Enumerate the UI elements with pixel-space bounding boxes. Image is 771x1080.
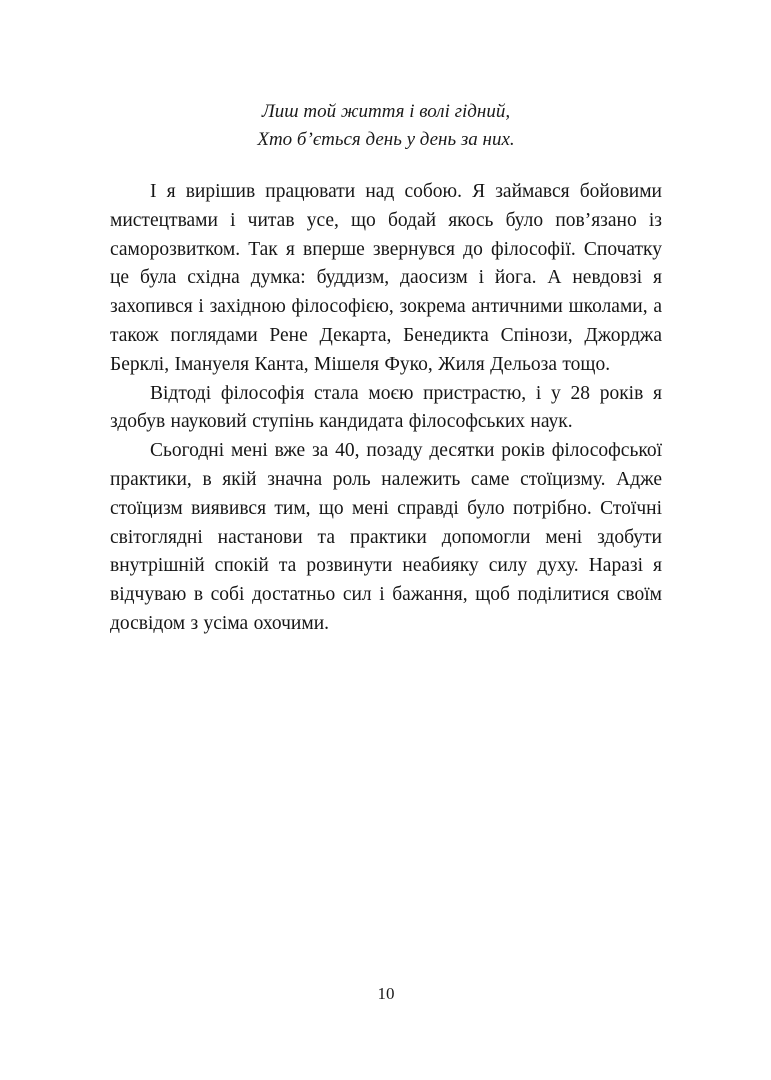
body-text [110, 178, 662, 639]
epigraph [110, 98, 662, 154]
paragraph-1: І я вирішив працювати над собою. Я займався бойовими мистецтвами і читав усе, що бодай якось було пов’язано із саморозвитком. Так я вперше звернувся до філософії. Спочатку це була східна думка: буддизм, даосизм і йога. А невдовзі я захопився і західною філософією, зокрема античними школами, а також поглядами Рене Декарта, Бенедикта Спінози, Джорджа Берклі, Імануеля Канта, Мішеля Фуко, Жиля Дельоза тощо. [110, 181, 662, 375]
epigraph-line-2: Хто б’ється день у день за них. [257, 129, 515, 150]
paragraph-2: Відтоді філософія стала моєю пристрастю, і у 28 років я здобув науковий ступінь кандидата філософських наук. [110, 382, 662, 433]
book-page [110, 0, 662, 1080]
epigraph-line-1: Лиш той життя і волі гідний, [261, 101, 511, 122]
page-number: 10 [377, 984, 395, 1003]
paragraph-3: Сьогодні мені вже за 40, позаду десятки років філософської практики, в якій значна роль належить саме стоїцизму. Адже стоїцизм виявився тим, що мені справді було потрібно. Стоїчні світоглядні настанови та практики допомогли мені здобути внутрішній спокій та розвинути неабияку силу духу. Наразі я відчуваю в собі достатньо сил і бажання, щоб поділитися своїм досвідом з усіма охочими. [110, 440, 662, 634]
